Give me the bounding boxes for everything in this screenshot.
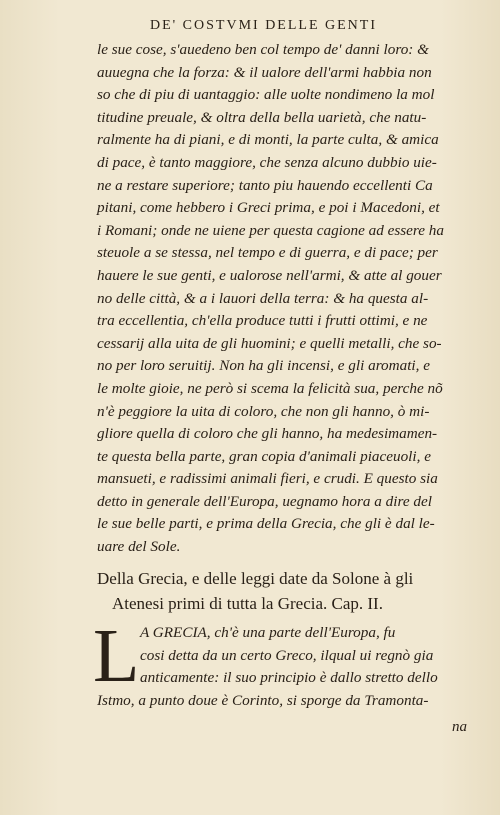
text-line: detto in generale dell'Europa, uegnamo hora a dire del: [97, 492, 432, 510]
text-line: steuole a se stessa, nel tempo e di guerra, e di pace; per: [97, 244, 438, 262]
chapter-text: [97, 622, 480, 712]
text-line: le sue belle parti, e prima della Grecia, che gli è dal le-: [97, 515, 435, 533]
text-line: i Romani; onde ne uiene per questa cagione ad essere ha: [97, 221, 444, 239]
text-line: le molte gioie, ne però si scema la felicità sua, perche nõ: [97, 379, 443, 397]
text-line: pitani, come hebbero i Greci prima, e poi i Macedoni, et: [97, 199, 440, 217]
text-line: cessarij alla uita de gli huomini; e quelli metalli, che so-: [97, 334, 442, 352]
text-line: anticamente: il suo principio è dallo stretto dello: [140, 669, 438, 687]
text-line: Istmo, a punto doue è Corinto, si sporge da Tramonta-: [97, 691, 429, 709]
text-line: so che di piu di uantaggio: alle uolte nondimeno la mol: [97, 86, 435, 104]
text-line: te questa bella parte, gran copia d'animali piaceuoli, e: [97, 447, 431, 465]
text-line: uare del Sole.: [97, 538, 181, 556]
chapter-heading-line: Della Grecia, e delle leggi date da Solone à gli: [97, 569, 414, 588]
text-line: tra eccellentia, ch'ella produce tutti i frutti ottimi, e ne: [97, 312, 428, 330]
catchword: na: [452, 719, 467, 735]
chapter-heading: [97, 566, 477, 616]
text-line: di pace, è tanto maggiore, che senza alcuno dubbio uie-: [97, 153, 437, 171]
text-line: gliore quella di coloro che gli hanno, ha medesimamen-: [97, 425, 438, 443]
text-line: titudine preuale, & oltra della bella uarietà, che natu-: [97, 108, 427, 126]
text-line: auuegna che la forza: & il ualore dell'armi habbia non: [97, 63, 432, 81]
text-line: hauere le sue genti, e ualorose nell'armi, & atte al gouer: [97, 266, 442, 284]
text-line: no per loro seruitij. Non ha gli incensi, e gli aromati, e: [97, 357, 430, 375]
text-line: ne a restare superiore; tanto piu hauendo eccellenti Ca: [97, 176, 433, 194]
chapter-heading-line: Atenesi primi di tutta la Grecia. Cap. II.: [112, 594, 383, 613]
text-line: A GRECIA, ch'è una parte dell'Europa, fu: [140, 624, 396, 641]
body-text: [97, 39, 477, 559]
text-line: no delle città, & a i lauori della terra: & ha questa al-: [97, 289, 429, 307]
text-line: cosi detta da un certo Greco, ilqual ui regnò gia: [140, 646, 434, 664]
running-head: DE' COSTVMI DELLE GENTI: [150, 18, 377, 33]
text-line: le sue cose, s'auedeno ben col tempo de' danni loro: &: [97, 41, 429, 58]
text-line: n'è peggiore la uita di coloro, che non gli hanno, ò mi-: [97, 402, 430, 420]
drop-cap: L: [93, 614, 140, 698]
text-line: mansueti, e radissimi animali fieri, e crudi. E questo sia: [97, 470, 438, 488]
text-line: ralmente ha di piani, e di monti, la parte culta, & amica: [97, 131, 439, 149]
